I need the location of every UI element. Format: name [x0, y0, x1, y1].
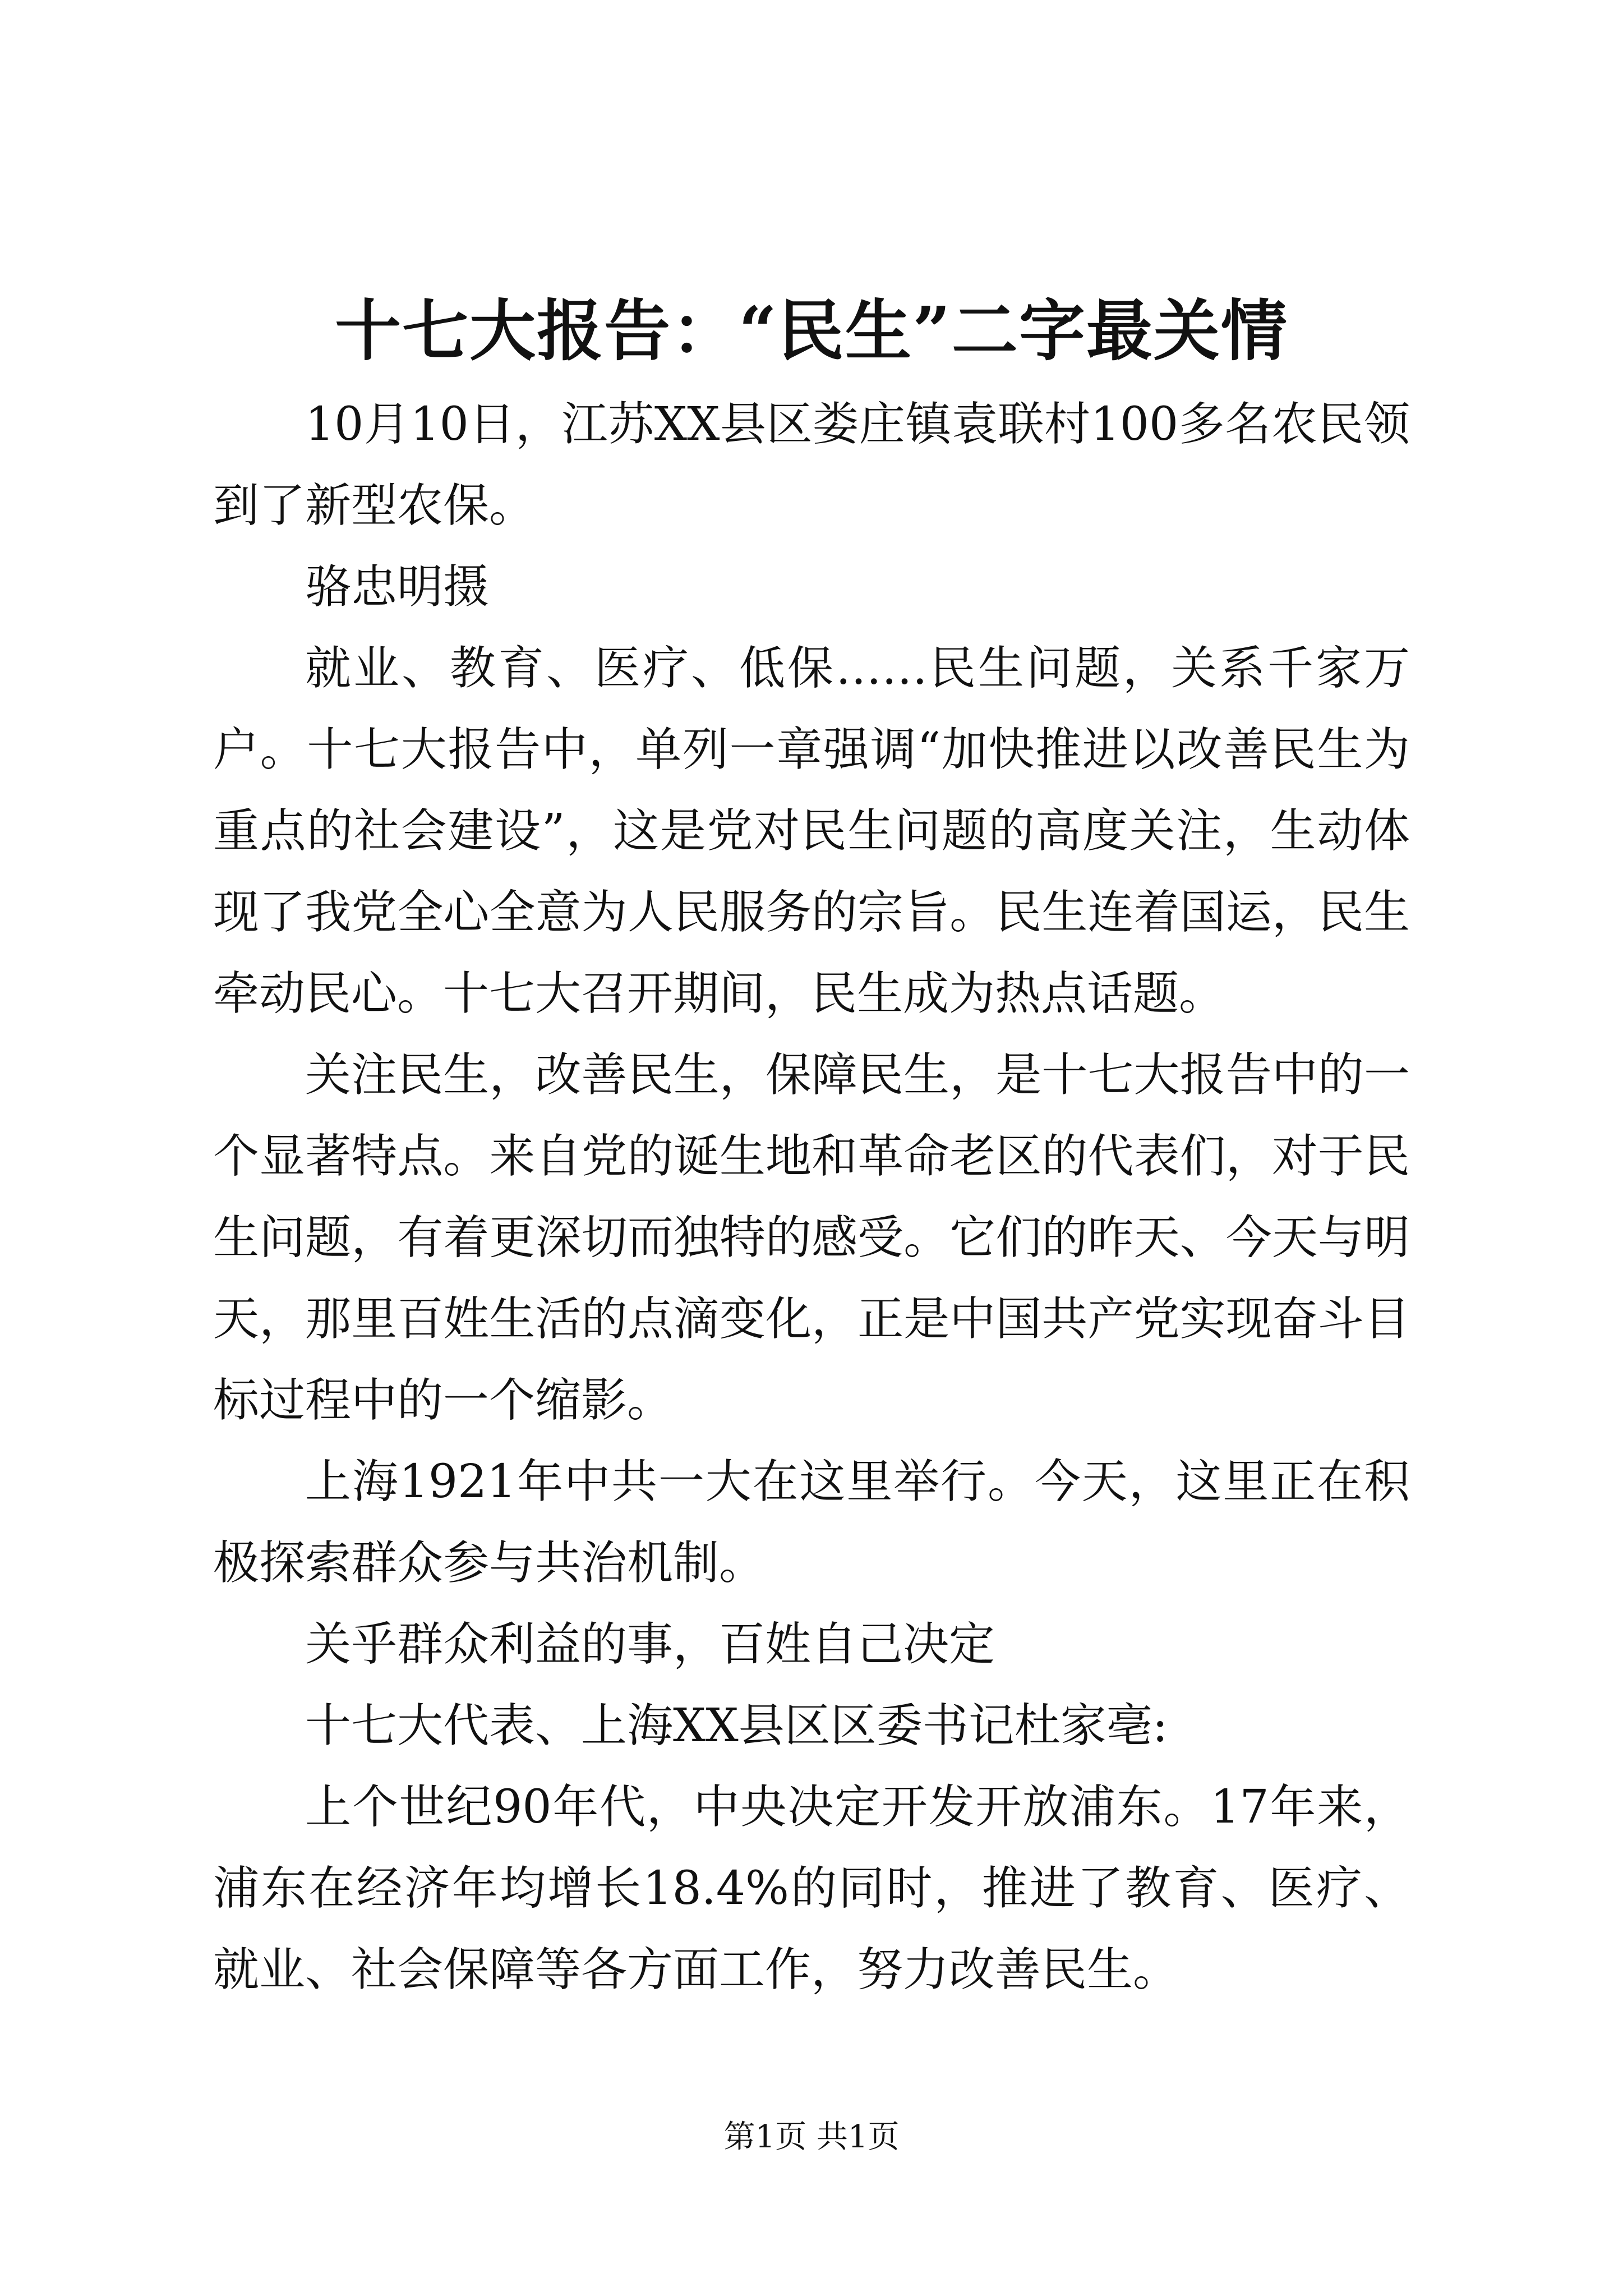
document-title: 十七大报告：“民生”二字最关情 [335, 292, 1288, 370]
document-body [213, 384, 1410, 2010]
page-footer: 第1页 共1页 [723, 2119, 900, 2155]
paragraph-5: 上海1921年中共一大在这里举行。今天，这里正在积极探索群众参与共治机制。 [213, 1455, 1410, 1590]
paragraph-1: 10月10日，江苏XX县区娄庄镇袁联村100多名农民领到了新型农保。 [213, 398, 1410, 532]
paragraph-7-speaker: 十七大代表、上海XX县区区委书记杜家亳: [305, 1699, 1168, 1752]
paragraph-6-subheading: 关乎群众利益的事，百姓自己决定 [305, 1618, 995, 1671]
paragraph-8: 上个世纪90年代，中央决定开发开放浦东。17年来，浦东在经济年均增长18.4%的同时，推进了教育、医疗、就业、社会保障等各方面工作，努力改善民生。 [213, 1780, 1410, 1996]
paragraph-2-photo-credit: 骆忠明摄 [305, 560, 490, 614]
paragraph-3: 就业、教育、医疗、低保……民生问题，关系千家万户。十七大报告中，单列一章强调“加快推进以改善民生为重点的社会建设”，这是党对民生问题的高度关注，生动体现了我党全心全意为人民服务的宗旨。民生连着国运，民生牵动民心。十七大召开期间，民生成为热点话题。 [213, 642, 1410, 1020]
paragraph-4: 关注民生，改善民生，保障民生，是十七大报告中的一个显著特点。来自党的诞生地和革命老区的代表们，对于民生问题，有着更深切而独特的感受。它们的昨天、今天与明天，那里百姓生活的点滴变化，正是中国共产党实现奋斗目标过程中的一个缩影。 [213, 1048, 1410, 1427]
